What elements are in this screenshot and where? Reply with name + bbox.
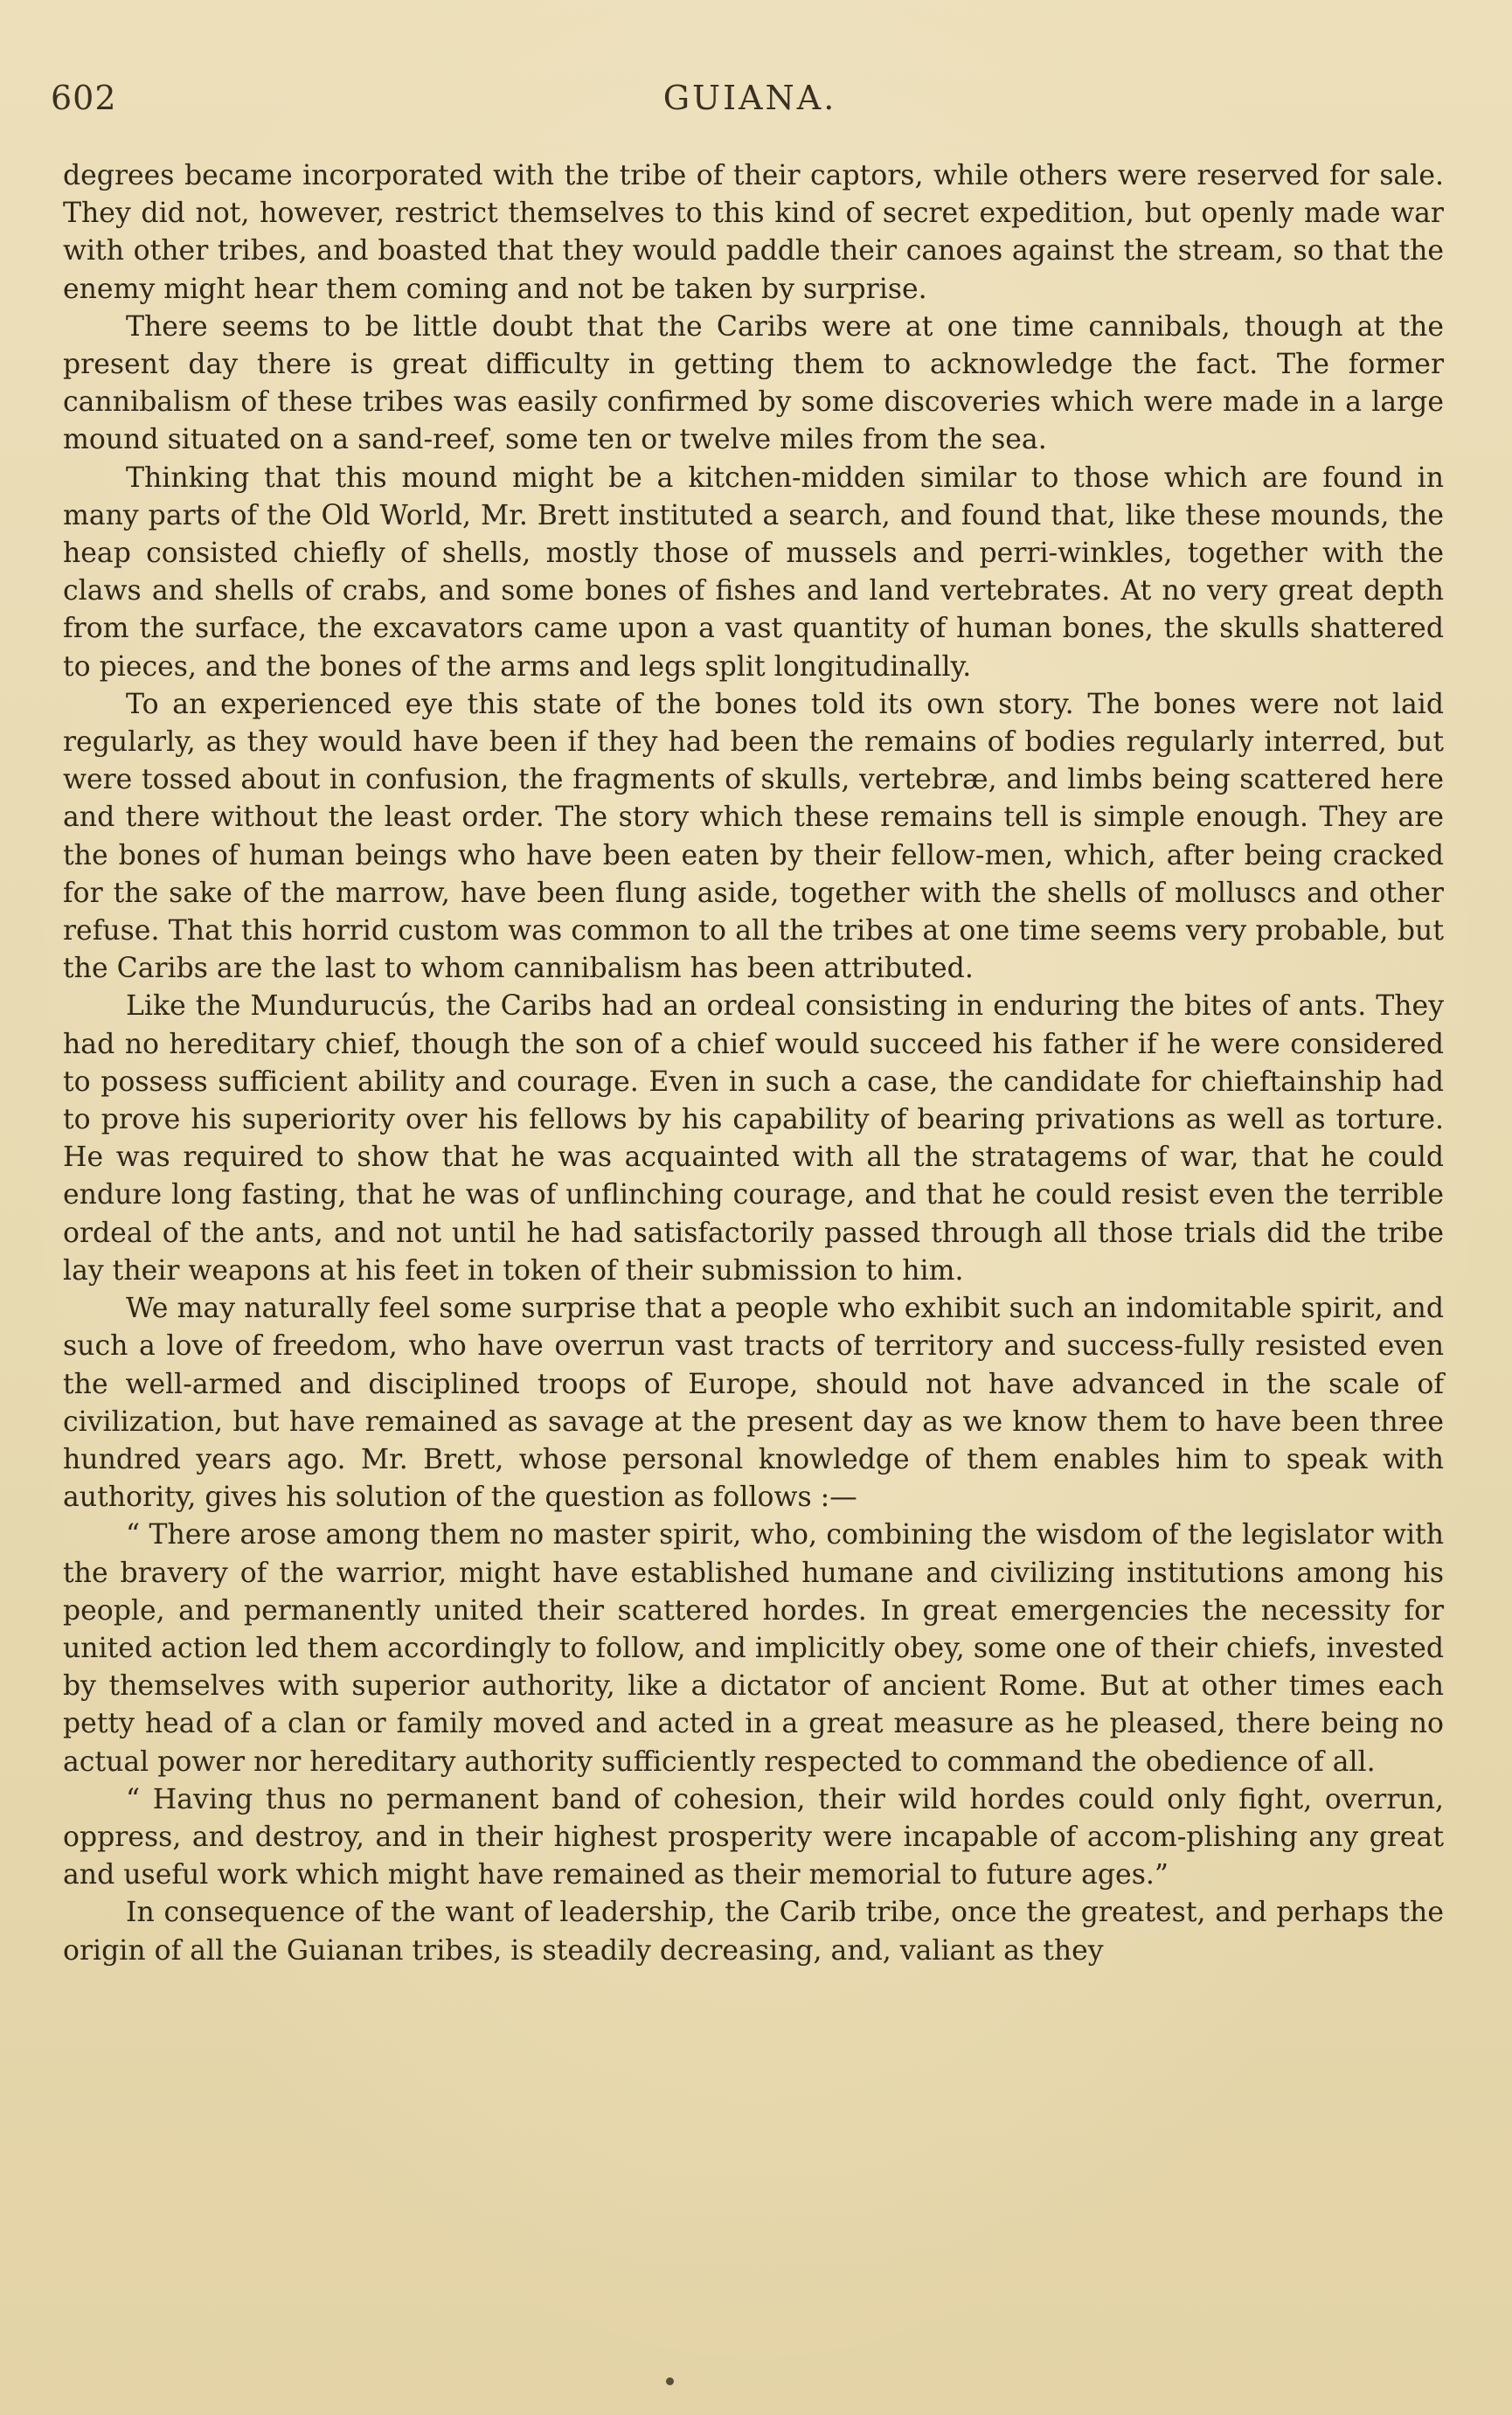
paragraph-cannibalism: There seems to be little doubt that the Caribs were at one time cannibals, though at the present day there is great difficulty in getting them to acknowledge the fact. The former cannibalism of these tribes was easily confirmed by some discoveries which were made in a large mound situated on a sand-reef, some ten or twelve miles from the sea. — [63, 310, 1444, 456]
running-head: GUIANA. — [662, 79, 837, 117]
paragraph-civilization: We may naturally feel some surprise that a people who exhibit such an indomitable spirit, and such a love of freedom, who have overrun vast tracts of territory and success-fully resisted even the well-armed and disciplined troops of Europe, should not have advanced in the scale of civilization, but have remained as savage at the present day as we know them to have been three hundred years ago. Mr. Brett, whose personal knowledge of them enables him to speak with authority, gives his solution of the question as follows :— — [63, 1293, 1444, 1514]
paragraph-quote-master-spirit: “ There arose among them no master spirit, who, combining the wisdom of the legislator with the bravery of the warrior, might have established humane and civilizing institutions among his people, and permanently united their scattered hordes. In great emergencies the necessity for united action led them accordingly to follow, and implicitly obey, some one of their chiefs, invested by themselves with superior authority, like a dictator of ancient Rome. But at other times each petty head of a clan or family moved and acted in a great measure as he pleased, there being no actual power nor hereditary authority sufficiently respected to command the obedience of all. — [63, 1519, 1444, 1778]
paragraph-leadership: In consequence of the want of leadership, the Carib tribe, once the greatest, and perhaps the origin of all the Guianan tribes, is steadily decreasing, and, valiant as they — [63, 1897, 1444, 1967]
paragraph-kitchen-midden: Thinking that this mound might be a kitchen-midden similar to those which are found in many parts of the Old World, Mr. Brett instituted a search, and found that, like these mounds, the heap consisted chiefly of shells, mostly those of mussels and perri-winkles, together with the claws and shells of crabs, and some bones of fishes and land vertebrates. At no very great depth from the surface, the excavators came upon a vast quantity of human bones, the skulls shattered to pieces, and the bones of the arms and legs split longitudinally. — [63, 461, 1444, 683]
paragraph-bones-story: To an experienced eye this state of the bones told its own story. The bones were not laid regularly, as they would have been if they had been the remains of bodies regularly interred, but were tossed about in confusion, the fragments of skulls, vertebræ, and limbs being scattered here and there without the least order. The story which these remains tell is simple enough. They are the bones of human beings who have been eaten by their fellow-men, which, after being cracked for the sake of the marrow, have been flung aside, together with the shells of molluscs and other refuse. That this horrid custom was common to all the tribes at one time seems very probable, but the Caribs are the last to whom cannibalism has been attributed. — [63, 688, 1444, 985]
ink-speck — [666, 2377, 674, 2385]
body-text — [63, 157, 1444, 1970]
paragraph-ordeal: Like the Mundurucús, the Caribs had an ordeal consisting in enduring the bites of ants. They had no hereditary chief, though the son of a chief would succeed his father if he were considered to possess sufficient ability and courage. Even in such a case, the candidate for chieftainship had to prove his superiority over his fellows by his capability of bearing privations as well as torture. He was required to show that he was acquainted with all the stratagems of war, that he could endure long fasting, that he was of unflinching courage, and that he could resist even the terrible ordeal of the ants, and not until he had satisfactorily passed through all those trials did the tribe lay their weapons at his feet in token of their submission to him. — [63, 990, 1444, 1287]
page-header — [51, 79, 1449, 131]
paragraph-quote-cohesion: “ Having thus no permanent band of cohesion, their wild hordes could only fight, overrun, oppress, and destroy, and in their highest prosperity were incapable of accom-plishing any great and useful work which might have remained as their memorial to future ages.” — [63, 1783, 1444, 1891]
page-number: 602 — [51, 79, 117, 117]
paragraph-continued: degrees became incorporated with the tribe of their captors, while others were reserved for sale. They did not, however, restrict themselves to this kind of secret expedition, but openly made war with other tribes, and boasted that they would paddle their canoes against the stream, so that the enemy might hear them coming and not be taken by surprise. — [63, 160, 1444, 305]
